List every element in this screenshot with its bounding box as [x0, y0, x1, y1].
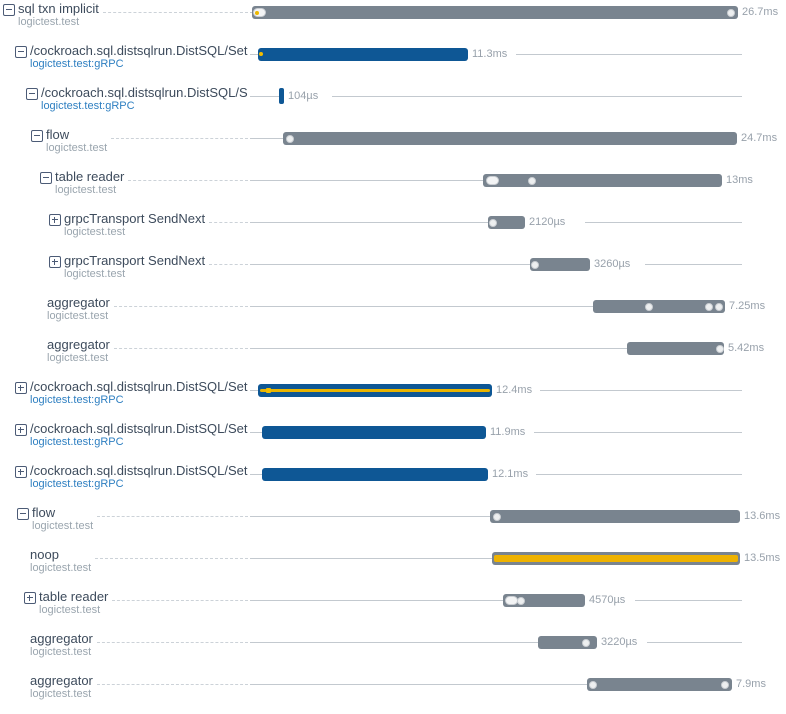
pre-span-line [250, 348, 627, 349]
span-duration: 11.3ms [472, 48, 508, 60]
span-bar[interactable] [587, 678, 732, 691]
span-text [55, 170, 124, 196]
trace-span-row [0, 672, 786, 714]
span-timeline [250, 378, 742, 420]
indent-spacer [0, 86, 26, 87]
trace-span-row [0, 42, 786, 84]
span-timeline [250, 252, 742, 294]
pre-span-line [250, 264, 530, 265]
span-duration: 104µs [288, 90, 319, 102]
span-subtitle: logictest.test:gRPC [30, 394, 124, 406]
white-dot-marker[interactable] [589, 681, 597, 689]
indent-spacer [0, 590, 24, 591]
span-duration: 3220µs [601, 636, 638, 648]
expander-icon[interactable] [15, 466, 27, 478]
bar-highlight-stripe [494, 555, 738, 562]
pre-span-line [250, 222, 488, 223]
span-title: /cockroach.sql.distsqlrun.DistSQL/Set [30, 379, 248, 394]
span-label-cell [0, 548, 250, 574]
white-dot-marker[interactable] [493, 513, 501, 521]
span-duration: 12.4ms [496, 384, 533, 396]
span-bar[interactable] [483, 174, 722, 187]
expander-icon[interactable] [49, 256, 61, 268]
trace-span-row [0, 84, 786, 126]
leader-dashes [103, 12, 248, 13]
span-title: flow [46, 127, 70, 142]
leader-dashes [114, 348, 248, 349]
span-timeline [250, 420, 742, 462]
indent-spacer [0, 212, 49, 213]
span-duration: 3260µs [594, 258, 631, 270]
span-bar[interactable] [283, 132, 737, 145]
post-span-line [536, 474, 742, 475]
white-dot-marker[interactable] [705, 303, 713, 311]
expander-icon[interactable] [24, 592, 36, 604]
white-dot-marker[interactable] [286, 135, 294, 143]
span-timeline [250, 42, 742, 84]
span-subtitle: logictest.test [47, 352, 109, 364]
span-text [30, 674, 93, 700]
span-text [30, 464, 247, 490]
pre-span-line [250, 306, 593, 307]
span-duration: 13.6ms [744, 510, 781, 522]
white-dot-marker[interactable] [531, 261, 539, 269]
span-bar[interactable] [258, 48, 468, 61]
pre-span-line [250, 180, 483, 181]
yellow-square-marker[interactable] [266, 388, 271, 393]
span-title: aggregator [30, 673, 93, 688]
span-label-cell [0, 254, 250, 280]
leader-dashes [112, 600, 248, 601]
span-text [32, 506, 93, 532]
pre-span-line [250, 516, 490, 517]
span-subtitle: logictest.test [47, 310, 109, 322]
span-label-cell [0, 506, 250, 532]
indent-spacer [0, 296, 47, 297]
span-bar[interactable] [530, 258, 590, 271]
span-bar[interactable] [262, 426, 486, 439]
span-timeline [250, 210, 742, 252]
span-duration: 11.9ms [490, 426, 526, 438]
span-subtitle: logictest.test [32, 520, 94, 532]
span-label-cell [0, 632, 250, 658]
span-duration: 4570µs [589, 594, 626, 606]
indent-spacer [0, 548, 30, 549]
pre-span-line [250, 54, 258, 55]
expander-icon[interactable] [15, 424, 27, 436]
span-timeline [250, 462, 742, 504]
span-title: flow [32, 505, 56, 520]
span-title: grpcTransport SendNext [64, 211, 206, 226]
span-text [30, 422, 247, 448]
span-label-cell [0, 128, 250, 154]
span-label-cell [0, 590, 250, 616]
trace-span-row [0, 336, 786, 378]
post-span-line [332, 96, 742, 97]
span-title: aggregator [47, 295, 110, 310]
trace-span-row [0, 546, 786, 588]
span-timeline [250, 336, 765, 378]
span-subtitle: logictest.test:gRPC [41, 100, 135, 112]
pre-span-line [250, 138, 283, 139]
span-subtitle: logictest.test [46, 142, 108, 154]
pre-span-line [250, 684, 587, 685]
trace-span-row [0, 210, 786, 252]
span-timeline [250, 84, 742, 126]
white-pill-yellow-marker[interactable] [253, 8, 266, 17]
leader-dashes [209, 264, 248, 265]
span-text [30, 632, 93, 658]
span-bar[interactable] [252, 6, 738, 19]
span-title: /cockroach.sql.distsqlrun.DistSQL/Set [30, 421, 248, 436]
span-duration: 2120µs [529, 216, 566, 228]
span-timeline [250, 0, 779, 42]
white-dot-marker[interactable] [489, 219, 497, 227]
span-subtitle: logictest.test [64, 226, 126, 238]
expander-icon[interactable] [40, 172, 52, 184]
white-dot-marker[interactable] [716, 345, 724, 353]
span-title: aggregator [47, 337, 110, 352]
indent-spacer [0, 506, 17, 507]
indent-spacer [0, 44, 15, 45]
pre-span-line [250, 390, 258, 391]
trace-span-row [0, 504, 786, 546]
span-subtitle: logictest.test [64, 268, 126, 280]
indent-spacer [0, 338, 47, 339]
span-text [18, 2, 99, 28]
span-label-cell [0, 296, 250, 322]
span-label-cell [0, 422, 250, 448]
span-label-cell [0, 338, 250, 364]
post-span-line [585, 222, 742, 223]
indent-spacer [0, 128, 31, 129]
span-title: noop [30, 547, 59, 562]
span-title: grpcTransport SendNext [64, 253, 206, 268]
post-span-line [516, 54, 742, 55]
span-text [64, 254, 205, 280]
post-span-line [647, 642, 742, 643]
span-label-cell [0, 2, 250, 28]
post-span-line [540, 390, 742, 391]
span-bar[interactable] [492, 552, 740, 565]
trace-span-row [0, 420, 786, 462]
span-timeline [250, 504, 781, 546]
span-text [64, 212, 205, 238]
leader-dashes [97, 642, 248, 643]
span-text [30, 44, 247, 70]
span-timeline [250, 294, 766, 336]
span-subtitle: logictest.test [30, 562, 92, 574]
white-dot-marker[interactable] [528, 177, 536, 185]
expander-icon[interactable] [49, 214, 61, 226]
span-duration: 24.7ms [741, 132, 778, 144]
leader-dashes [111, 138, 248, 139]
leader-dashes [209, 222, 248, 223]
indent-spacer [0, 422, 15, 423]
span-title: sql txn implicit [18, 1, 99, 16]
pre-span-line [250, 96, 279, 97]
white-dot-marker[interactable] [721, 681, 729, 689]
pre-span-line [250, 600, 503, 601]
leader-dashes [95, 558, 248, 559]
span-title: /cockroach.sql.distsqlrun.DistSQL/Set [30, 463, 248, 478]
span-text [46, 128, 107, 154]
leader-dashes [97, 684, 248, 685]
indent-spacer [0, 464, 15, 465]
pre-span-line [250, 558, 492, 559]
span-label-cell [0, 380, 250, 406]
span-subtitle: logictest.test [18, 16, 80, 28]
expander-icon[interactable] [26, 88, 38, 100]
span-text [41, 86, 248, 112]
trace-span-row [0, 168, 786, 210]
span-duration: 7.25ms [729, 300, 766, 312]
white-pill-marker[interactable] [486, 176, 499, 185]
white-dot-marker[interactable] [645, 303, 653, 311]
span-subtitle: logictest.test [39, 604, 101, 616]
indent-spacer [0, 632, 30, 633]
post-span-line [645, 264, 742, 265]
span-timeline [250, 168, 753, 210]
span-bar[interactable] [258, 384, 492, 397]
yellow-dot-marker[interactable] [259, 52, 263, 56]
indent-spacer [0, 170, 40, 171]
span-subtitle: logictest.test [30, 688, 92, 700]
span-timeline [250, 126, 778, 168]
expander-icon[interactable] [3, 4, 15, 16]
span-title: /cockroach.sql.distsqlrun.DistSQL/S [41, 85, 248, 100]
trace-span-row [0, 294, 786, 336]
expander-icon[interactable] [31, 130, 43, 142]
span-bar[interactable] [262, 468, 488, 481]
trace-span-row [0, 252, 786, 294]
span-label-cell [0, 86, 250, 112]
span-title: aggregator [30, 631, 93, 646]
span-label-cell [0, 674, 250, 700]
span-timeline [250, 672, 766, 714]
white-dot-marker[interactable] [517, 597, 525, 605]
pre-span-line [250, 474, 262, 475]
span-bar[interactable] [627, 342, 724, 355]
white-dot-marker[interactable] [715, 303, 723, 311]
span-text [47, 338, 110, 364]
pre-span-line [250, 642, 538, 643]
span-text [39, 590, 108, 616]
trace-span-row [0, 630, 786, 672]
white-dot-marker[interactable] [727, 9, 735, 17]
span-duration: 13.5ms [744, 552, 781, 564]
trace-span-row [0, 588, 786, 630]
span-duration: 7.9ms [736, 678, 766, 690]
span-duration: 26.7ms [742, 6, 779, 18]
leader-dashes [97, 516, 248, 517]
leader-dashes [128, 180, 248, 181]
post-span-line [635, 600, 742, 601]
trace-span-row [0, 378, 786, 420]
span-bar[interactable] [490, 510, 740, 523]
expander-icon[interactable] [15, 46, 27, 58]
white-dot-marker[interactable] [582, 639, 590, 647]
span-label-cell [0, 212, 250, 238]
span-label-cell [0, 170, 250, 196]
indent-spacer [0, 674, 30, 675]
expander-icon[interactable] [15, 382, 27, 394]
indent-spacer [0, 2, 3, 3]
span-title: /cockroach.sql.distsqlrun.DistSQL/Set [30, 43, 248, 58]
bar-highlight-stripe [260, 389, 490, 392]
span-text [47, 296, 110, 322]
leader-dashes [114, 306, 248, 307]
trace-span-row [0, 126, 786, 168]
span-timeline [250, 630, 742, 672]
span-text [30, 380, 247, 406]
span-timeline [250, 588, 742, 630]
span-duration: 12.1ms [492, 468, 529, 480]
expander-icon[interactable] [17, 508, 29, 520]
indent-spacer [0, 254, 49, 255]
pre-span-line [250, 432, 262, 433]
span-subtitle: logictest.test [30, 646, 92, 658]
span-title: table reader [55, 169, 125, 184]
span-timeline [250, 546, 781, 588]
span-subtitle: logictest.test:gRPC [30, 436, 124, 448]
span-title: table reader [39, 589, 109, 604]
post-span-line [534, 432, 742, 433]
trace-span-row [0, 462, 786, 504]
span-text [30, 548, 91, 574]
span-label-cell [0, 464, 250, 490]
indent-spacer [0, 380, 15, 381]
span-subtitle: logictest.test:gRPC [30, 58, 124, 70]
span-duration: 13ms [726, 174, 753, 186]
span-subtitle: logictest.test [55, 184, 117, 196]
span-bar[interactable] [279, 88, 284, 104]
span-label-cell [0, 44, 250, 70]
trace-span-row [0, 0, 786, 42]
span-duration: 5.42ms [728, 342, 765, 354]
span-subtitle: logictest.test:gRPC [30, 478, 124, 490]
